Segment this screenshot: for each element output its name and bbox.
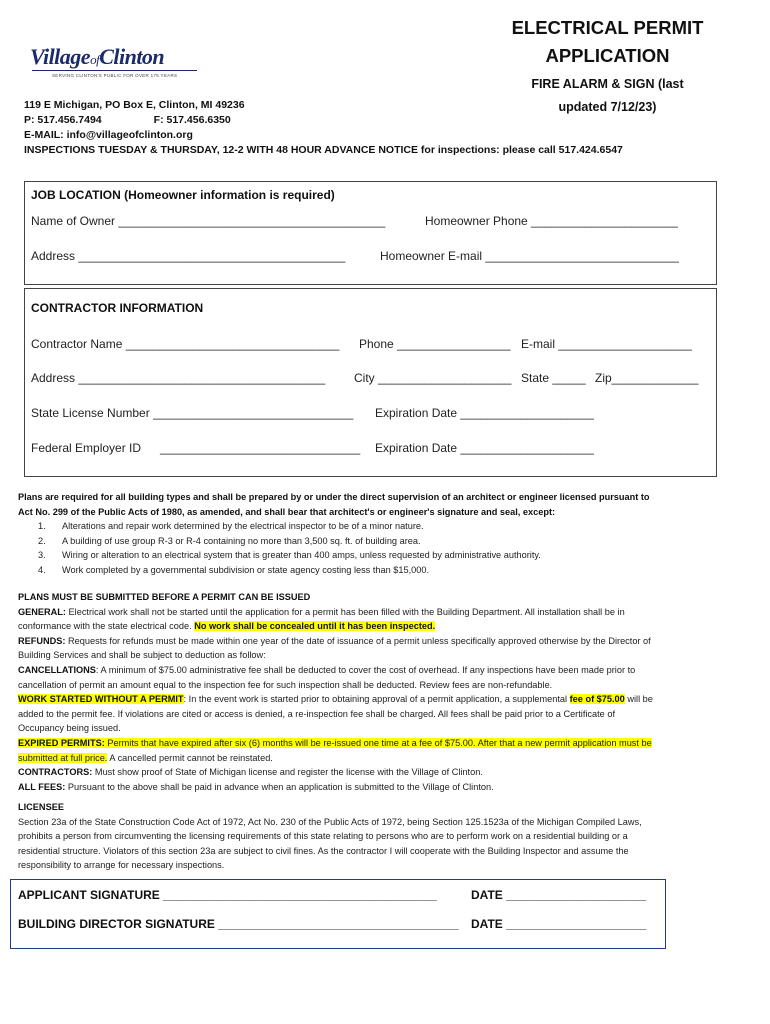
contact-address: 119 E Michigan, PO Box E, Clinton, MI 49236 [24,99,245,111]
list-item: 3. Wiring or alteration to an electrical system that is greater than 400 amps, unless requested by administrative authority. [38,550,541,561]
contact-phone-fax [24,113,623,128]
job-address-field[interactable]: Address ________________________________________ [31,249,346,263]
fees-rule: ALL FEES: Pursuant to the above shall be paid in advance when an application is submitted to the Village of Clinton. [18,781,494,792]
contact-phone: P: 517.456.7494 [24,114,102,126]
licensee-heading: LICENSEE [18,802,64,812]
plans-requirements [18,490,738,578]
contractor-state-field[interactable]: State _____ [521,371,586,385]
expired-permits-rule: EXPIRED PERMITS: Permits that have expired after six (6) months will be re-issued one time at a fee of $75.00. After that a new permit application must be [18,737,652,748]
logo-rule [32,70,197,71]
logo-wordmark: VillageofClinton [30,44,165,69]
contractor-address-field[interactable]: Address _____________________________________ [31,371,326,385]
contractor-heading: CONTRACTOR INFORMATION [31,301,204,315]
fein-expiration-field[interactable]: Expiration Date ____________________ [375,441,594,455]
fein-field[interactable]: ______________________________ [160,441,361,455]
contractor-section [24,288,717,477]
fein-label: Federal Employer ID [31,441,142,455]
contractor-city-field[interactable]: City ____________________ [354,371,512,385]
applicant-date-field[interactable]: DATE _____________________ [471,888,647,902]
general-highlight: No work shall be concealed until it has been inspected. [194,621,436,632]
contact-fax: F: 517.456.6350 [153,114,231,126]
license-expiration-field[interactable]: Expiration Date ____________________ [375,406,594,420]
contractor-phone-field[interactable]: Phone _________________ [359,337,511,351]
logo-tagline: SERVING CLINTON'S PUBLIC FOR OVER 175 YEARS [52,73,178,78]
page-subtitle-line2: updated 7/12/23) [558,100,657,114]
contractor-email-field[interactable]: E-mail ____________________ [521,337,692,351]
page-title-line1: ELECTRICAL PERMIT [511,17,704,38]
refunds-rule: REFUNDS: Requests for refunds must be made within one year of the date of issuance of a permit unless specifically approved otherwise by the Director of [18,635,651,646]
list-item: 4. Work completed by a governmental subdivision or state agency costing less than $15,000. [38,564,430,575]
work-without-permit-rule: WORK STARTED WITHOUT A PERMIT: In the event work is started prior to obtaining approval of a permit application, a supplemental fee of $75.00 will be [18,694,653,705]
inspections-note: INSPECTIONS TUESDAY & THURSDAY, 12-2 WITH 48 HOUR ADVANCE NOTICE for inspections: please call 517.424.6547 [24,144,623,156]
cancellations-rule: CANCELLATIONS: A minimum of $75.00 administrative fee shall be deducted to cover the cost of overhead. If any inspections have been made prior to [18,664,636,675]
general-rule: GENERAL: Electrical work shall not be started until the application for a permit has been filled with the Building Department. All installation shall be in [18,606,625,617]
page-subtitle-line1: FIRE ALARM & SIGN (last [531,77,684,91]
rules-heading: PLANS MUST BE SUBMITTED BEFORE A PERMIT CAN BE ISSUED [18,592,311,602]
list-item: 2. A building of use group R-3 or R-4 containing no more than 3,500 sq. ft. of building area. [38,535,421,546]
state-license-field[interactable]: State License Number ______________________________ [31,406,354,420]
contractor-name-field[interactable]: Contractor Name ________________________________ [31,337,340,351]
job-location-section [24,181,717,285]
exceptions-list [38,519,738,577]
job-location-heading: JOB LOCATION (Homeowner information is required) [31,188,335,202]
applicant-signature-field[interactable]: APPLICANT SIGNATURE _________________________________________ [18,888,437,902]
page-title-line2: APPLICATION [545,45,670,66]
owner-phone-field[interactable]: Homeowner Phone ______________________ [425,214,678,228]
supplemental-fee: fee of $75.00 [569,694,625,705]
village-logo [30,44,200,84]
licensee-section: LICENSEE Section 23a of the State Construction Code Act of 1972, Act No. 230 of the Public Acts of 1972, being Section 125.1523a of the Michigan Compiled Laws, prohibits a person from circumventing the licensing requirements of this state relating to persons who are to perform work on a residential building or a residential structure. Violators of this section 23a are subject to civil fines. As the contractor I will cooperate with the Building Inspector and assume the responsibility to arrange for necessary inspections. [18,802,642,871]
owner-email-field[interactable]: Homeowner E-mail _____________________________ [380,249,679,263]
contact-email: E-MAIL: info@villageofclinton.org [24,129,193,141]
permit-rules: PLANS MUST BE SUBMITTED BEFORE A PERMIT CAN BE ISSUED GENERAL: Electrical work shall not be started until the application for a permit has been filled with the Building Department. All installation shall be in conformance with the state electrical code. No work shall be concealed until it has been inspected. REFUNDS: Requests for refunds must be made within one year of the date of issuance of a permit unless specifically approved otherwise by the Director of Building Services and shall be subject to deduction as follow: CANCELLATIONS: A minimum of $75.00 administrative fee shall be deducted to cover the cost of overhead. If any inspections have been made prior to cancellation of permit an amount equal to the inspection fee for such inspection shall be deducted. Review fees are non-refundable. WORK STARTED WITHOUT A PERMIT: In the event work is started prior to obtaining approval of a permit application, a supplemental fee of $75.00 will be added to the permit fee. If violations are cited or access is denied, a re-inspection fee shall be charged. All fees shall be paid prior to a Certificate of Occupancy being issued. EXPIRED PERMITS: Permits that have expired after six (6) months will be re-issued one time at a fee of $75.00. After that a new permit application must be submitted at full price. A cancelled permit cannot be reinstated. CONTRACTORS: Must show proof of State of Michigan license and register the license with the Village of Clinton. ALL FEES: Pursuant to the above shall be paid in advance when an application is submitted to the Village of Clinton. [18,590,738,794]
list-item: 1. Alterations and repair work determined by the electrical inspector to be of a minor nature. [38,521,424,532]
signature-section [10,879,666,949]
director-date-field[interactable]: DATE _____________________ [471,917,647,931]
contractor-zip-field[interactable]: Zip_____________ [595,371,699,385]
plans-intro-line2: Act No. 299 of the Public Acts of 1980, as amended, and shall bear that architect's or engineer's signature and seal, except: [18,506,556,517]
contractors-rule: CONTRACTORS: Must show proof of State of Michigan license and register the license with the Village of Clinton. [18,767,483,778]
director-signature-field[interactable]: BUILDING DIRECTOR SIGNATURE ____________________________________ [18,917,459,931]
plans-intro-line1: Plans are required for all building types and shall be prepared by or under the direct supervision of an architect or engineer licensed pursuant to [18,492,650,502]
contact-info [24,98,623,158]
owner-name-field[interactable]: Name of Owner ________________________________________ [31,214,386,228]
